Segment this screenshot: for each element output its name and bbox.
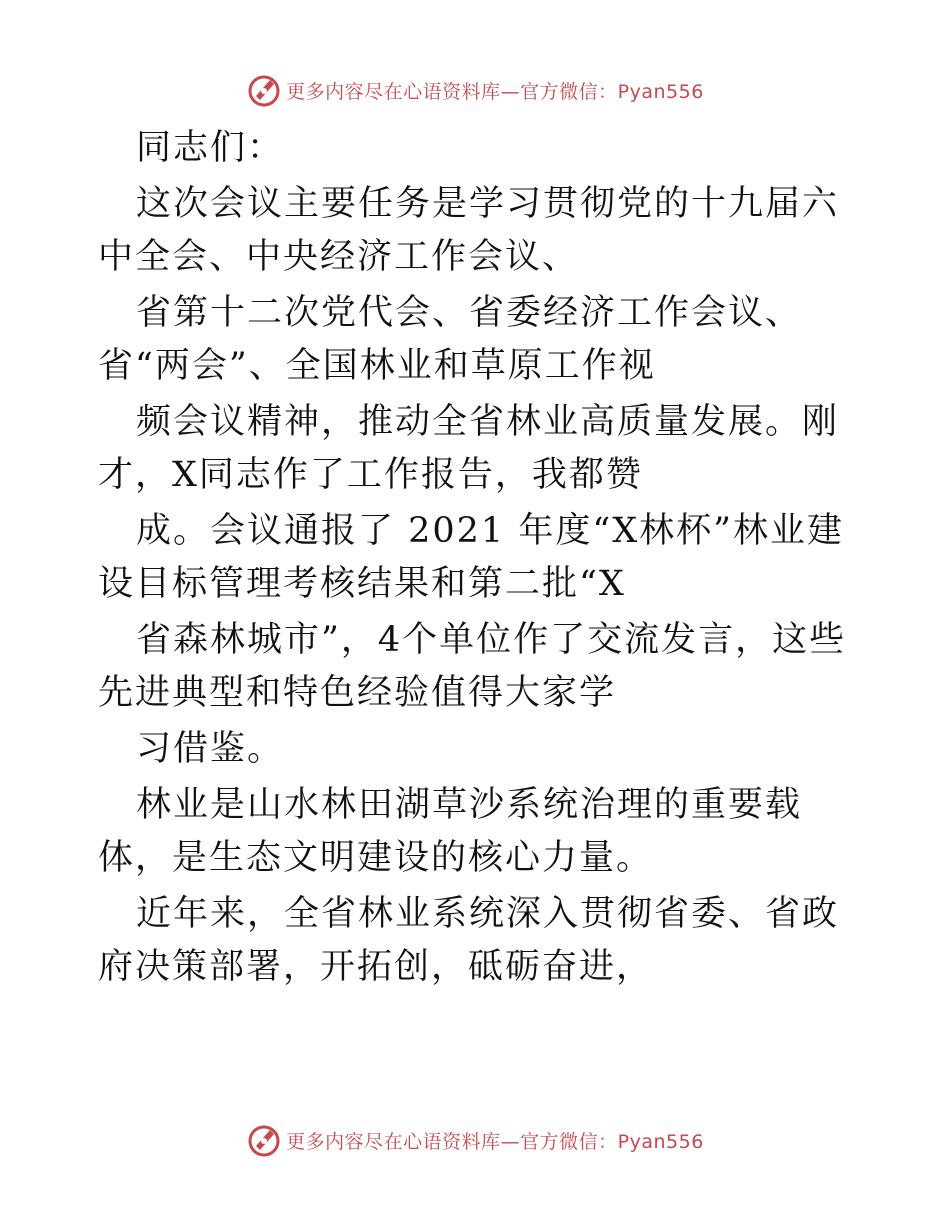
paragraph: 成。会议通报了 2021 年度“X林杯”林业建设目标管理考核结果和第二批“X xyxy=(98,511,845,604)
paragraph: 林业是山水林田湖草沙系统治理的重要载体，是生态文明建设的核心力量。 xyxy=(98,785,803,878)
header-banner-text: 更多内容尽在心语资料库—官方微信：Pyan556 xyxy=(286,80,704,103)
brand-logo-icon xyxy=(246,1122,282,1158)
brand-logo-icon xyxy=(246,72,282,108)
paragraph: 近年来，全省林业系统深入贯彻省委、省政府决策部署，开拓创，砥砺奋进， xyxy=(98,894,840,987)
document-body xyxy=(98,122,858,997)
paragraph: 省第十二次党代会、省委经济工作会议、省“两会”、全国林业和草原工作视 xyxy=(98,293,803,386)
paragraph: 这次会议主要任务是学习贯彻党的十九届六中全会、中央经济工作会议、 xyxy=(98,184,840,277)
paragraph-salutation: 同志们： xyxy=(136,128,285,168)
header-watermark xyxy=(0,70,950,110)
paragraph: 习借鉴。 xyxy=(136,729,285,769)
paragraph: 频会议精神，推动全省林业高质量发展。刚才，X同志作了工作报告，我都赞 xyxy=(98,402,840,495)
footer-banner-text: 更多内容尽在心语资料库—官方微信：Pyan556 xyxy=(286,1130,704,1153)
footer-watermark xyxy=(0,1120,950,1160)
paragraph: 省森林城市”，4个单位作了交流发言，这些先进典型和特色经验值得大家学 xyxy=(98,620,847,713)
